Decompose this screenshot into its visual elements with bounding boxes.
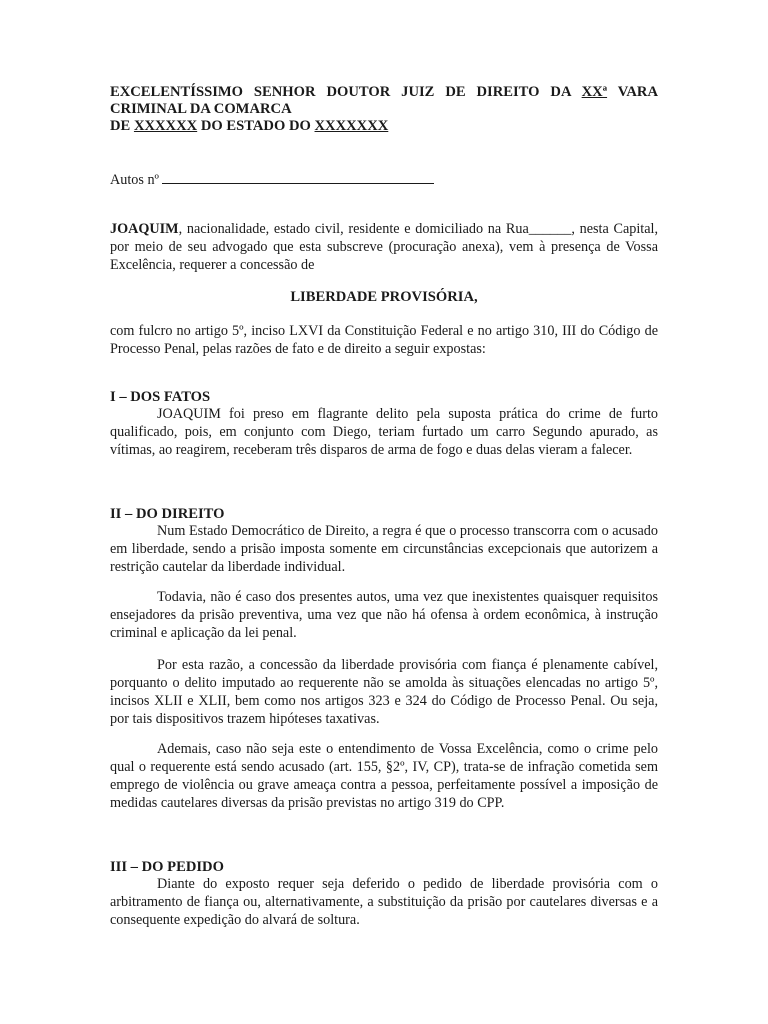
pedido-paragraph: Diante do exposto requer seja deferido o pedido de liberdade provisória com o arbitramento de fiança ou, alternativamente, a substituição da prisão por cautelares diversas e a consequente expedição do alvará de soltura. bbox=[110, 876, 658, 928]
intro-paragraph bbox=[110, 220, 658, 274]
autos-label: Autos nº bbox=[110, 172, 159, 188]
header-text: DE bbox=[110, 118, 131, 134]
autos-line bbox=[110, 171, 434, 189]
header-text: EXCELENTÍSSIMO SENHOR DOUTOR JUIZ DE DIREITO DA bbox=[110, 84, 571, 100]
autos-blank-line bbox=[162, 171, 434, 184]
vara-number: XXª bbox=[581, 84, 608, 100]
header-text: DO ESTADO DO bbox=[200, 118, 311, 134]
document-header bbox=[110, 84, 658, 135]
direito-paragraph-2: Todavia, não é caso dos presentes autos, uma vez que inexistentes quaisquer requisitos ensejadores da prisão preventiva, uma vez que não há ofensa à ordem econômica, à instrução criminal e aplicação da lei penal. bbox=[110, 589, 658, 641]
petition-title: LIBERDADE PROVISÓRIA, bbox=[290, 289, 478, 305]
section-heading-fatos: I – DOS FATOS bbox=[110, 389, 211, 405]
direito-paragraph-1: Num Estado Democrático de Direito, a regra é que o processo transcorra com o acusado em liberdade, sendo a prisão imposta somente em circunstâncias excepcionais que autorizem a restrição cautelar da liberdade individual. bbox=[110, 523, 658, 575]
intro-text: , nacionalidade, estado civil, residente e domiciliado na Rua______, nesta Capital, por meio de seu advogado que esta subscreve (procuração anexa), vem à presença de Vossa Excelência, requerer a concessão de bbox=[110, 221, 658, 273]
petitioner-name: JOAQUIM bbox=[110, 221, 179, 237]
header-line-3 bbox=[110, 118, 658, 135]
comarca-name: XXXXXX bbox=[133, 118, 198, 134]
header-line-1 bbox=[110, 84, 658, 101]
fatos-paragraph: JOAQUIM foi preso em flagrante delito pela suposta prática do crime de furto qualificado, pois, em conjunto com Diego, teriam furtado um carro Segundo apurado, as vítimas, ao reagirem, receberam três disparos de arma de fogo e duas delas vieram a falecer. bbox=[110, 406, 658, 458]
header-text: VARA bbox=[617, 84, 659, 100]
direito-paragraph-4: Ademais, caso não seja este o entendimento de Vossa Excelência, como o crime pelo qual o requerente está sendo acusado (art. 155, §2º, IV, CP), trata-se de infração cometida sem emprego de violência ou grave ameaça contra a pessoa, perfeitamente possível a imposição de medidas cautelares diversas da prisão previstas no artigo 319 do CPP. bbox=[110, 741, 658, 811]
section-heading-pedido: III – DO PEDIDO bbox=[110, 859, 224, 875]
estado-name: XXXXXXX bbox=[314, 118, 389, 134]
header-line-2: CRIMINAL DA COMARCA bbox=[110, 101, 292, 117]
legal-basis-paragraph: com fulcro no artigo 5º, inciso LXVI da Constituição Federal e no artigo 310, III do Código de Processo Penal, pelas razões de fato e de direito a seguir expostas: bbox=[110, 323, 658, 357]
section-heading-direito: II – DO DIREITO bbox=[110, 506, 225, 522]
direito-paragraph-3: Por esta razão, a concessão da liberdade provisória com fiança é plenamente cabível, porquanto o delito imputado ao requerente não se amolda às situações elencadas no artigo 5º, incisos XLII e XLII, bem como nos artigos 323 e 324 do Código de Processo Penal. Ou seja, por tais dispositivos trazem hipóteses taxativas. bbox=[110, 657, 658, 727]
